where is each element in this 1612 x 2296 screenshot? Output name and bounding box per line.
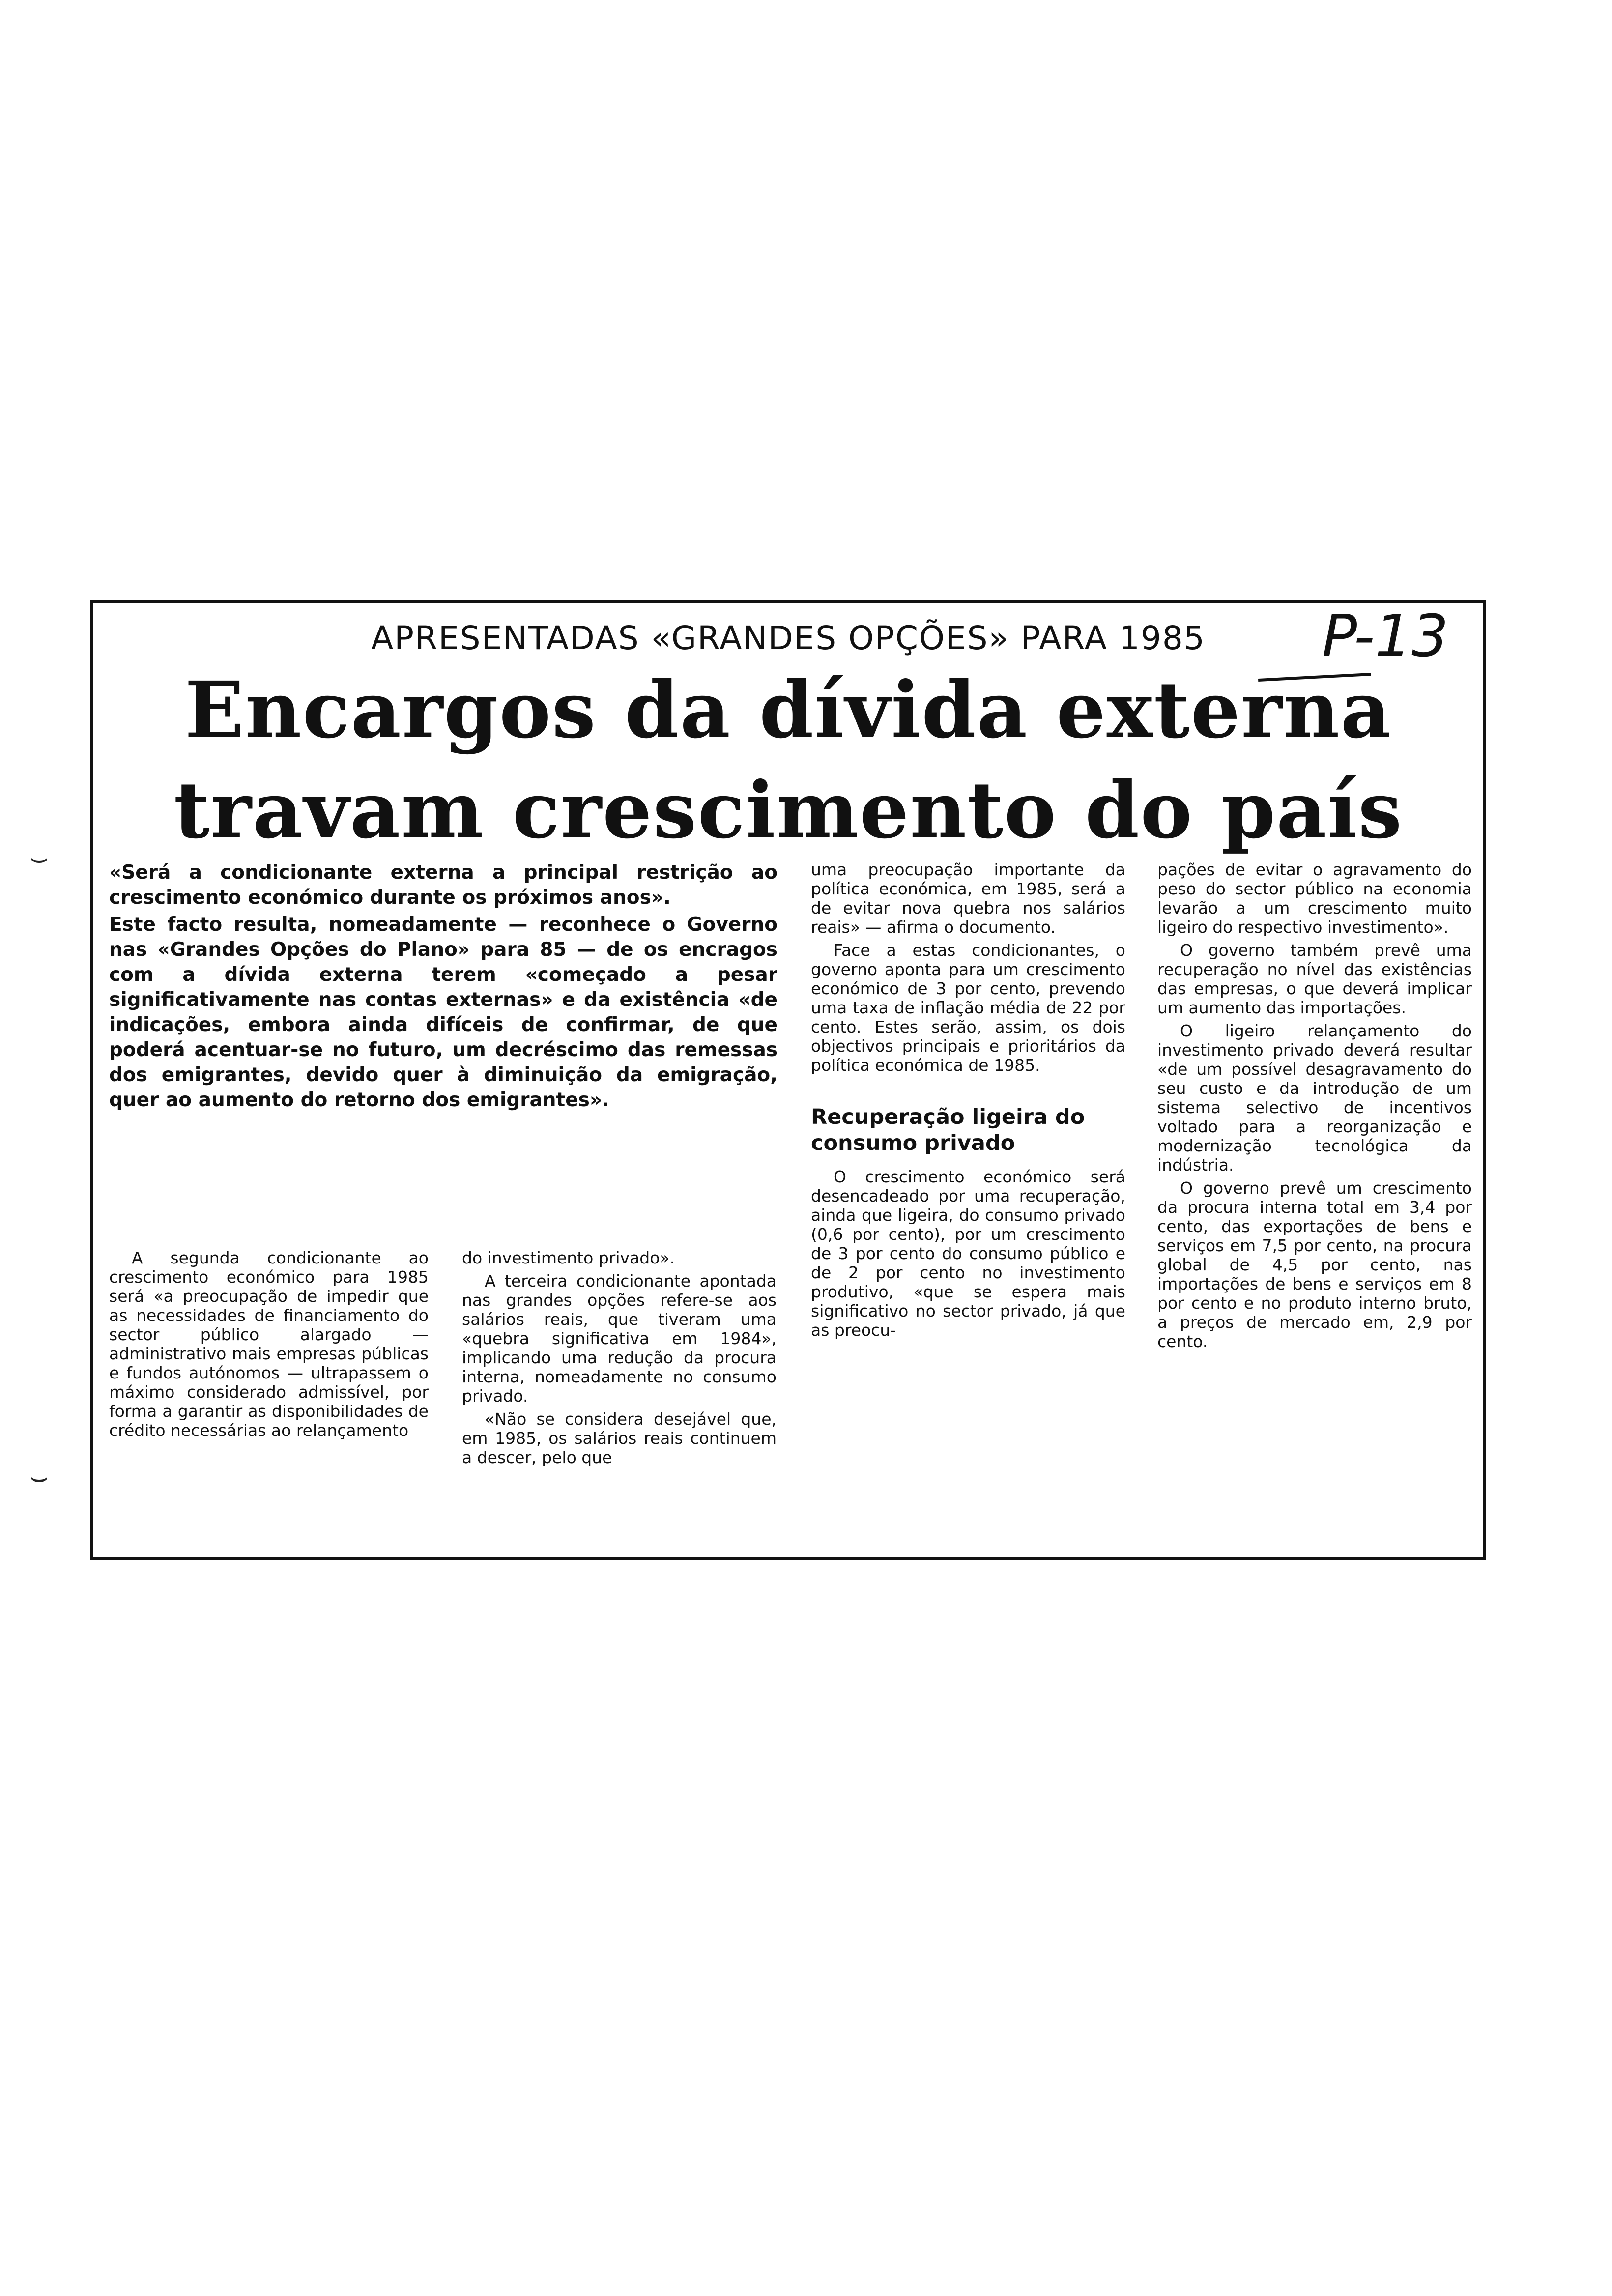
paragraph: O crescimento económico será desencadeado por uma recuperação, ainda que ligeira, do consumo privado (0,6 por cento), por um crescimento de 3 por cento do consumo público e de 2 por cento no investimento produtivo, «que se espera mais significativo no sector privado, já que as preocu- xyxy=(811,1167,1125,1340)
kicker: APRESENTADAS «GRANDES OPÇÕES» PARA 1985 xyxy=(371,619,1206,657)
lead-paragraph-2: Este facto resulta, nomeadamente — reconhece o Governo nas «Grandes Opções do Plano» para 85 — de os encragos com a dívida externa terem «começado a pesar significativamente nas contas externas» e da existência «de indicações, embora ainda difíceis de confirmar, de que poderá acentuar-se no futuro, um decréscimo das remessas dos emigrantes, devido quer à diminuição da emigração, quer ao aumento do retorno dos emigrantes». xyxy=(109,914,777,1111)
column-2 xyxy=(462,1248,777,1471)
headline-line-1: Encargos da dívida externa xyxy=(185,665,1392,756)
paragraph: «Não se considera desejável que, em 1985, os salários reais continuem a descer, pelo que xyxy=(462,1409,777,1467)
column-4 xyxy=(1157,860,1472,1355)
paragraph: pações de evitar o agravamento do peso do sector público na economia levarão a um crescimento muito ligeiro do respectivo investimento». xyxy=(1157,860,1472,937)
scan-mark: ⌣ xyxy=(29,1460,49,1494)
lead-paragraphs xyxy=(109,860,777,1115)
column-3 xyxy=(811,860,1125,1344)
paragraph: uma preocupação importante da política económica, em 1985, será a de evitar nova quebra nos salários reais» — afirma o documento. xyxy=(811,860,1125,937)
headline xyxy=(93,660,1483,861)
paragraph: A segunda condicionante ao crescimento económico para 1985 será «a preocupação de impedir que as necessidades de financiamento do sector público alargado — administrativo mais empresas públicas e fundos autónomos — ultrapassem o máximo considerado admissível, por forma a garantir as disponibilidades de crédito necessárias ao relançamento xyxy=(109,1248,429,1440)
paragraph: Face a estas condicionantes, o governo aponta para um crescimento económico de 3 por cento, prevendo uma taxa de inflação média de 22 por cento. Estes serão, assim, os dois objectivos principais e prioritários da política económica de 1985. xyxy=(811,941,1125,1075)
paragraph: O governo também prevê uma recuperação no nível das existências das empresas, o que deverá implicar um aumento das importações. xyxy=(1157,941,1472,1017)
scan-mark: ⌣ xyxy=(29,840,49,875)
paragraph: A terceira condicionante apontada nas grandes opções refere-se aos salários reais, que tiveram uma «quebra significativa em 1984», implicando uma redução da procura interna, nomeadamente no consumo privado. xyxy=(462,1271,777,1406)
handwritten-note: P-13 xyxy=(1322,602,1449,670)
paragraph: O governo prevê um crescimento da procura interna total em 3,4 por cento, das exportações de bens e serviços em 7,5 por cento, na procura global de 4,5 por cento, nas importações de bens e serviços em 8 por cento e no produto interno bruto, a preços de mercado em, 2,9 por cento. xyxy=(1157,1178,1472,1351)
column-1 xyxy=(109,1248,429,1444)
headline-line-2: travam crescimento do país xyxy=(173,765,1403,856)
paragraph: O ligeiro relançamento do investimento privado deverá resultar «de um possível desagravamento do seu custo e da introdução de um sistema selectivo de incentivos voltado para a reorganização e modernização tecnológica da indústria. xyxy=(1157,1021,1472,1175)
section-subhead: Recuperação ligeira do consumo privado xyxy=(811,1105,1085,1155)
lead-paragraph-1: «Será a condicionante externa a principal restrição ao crescimento económico durante os próximos anos». xyxy=(109,861,777,909)
paragraph: do investimento privado». xyxy=(462,1248,675,1267)
